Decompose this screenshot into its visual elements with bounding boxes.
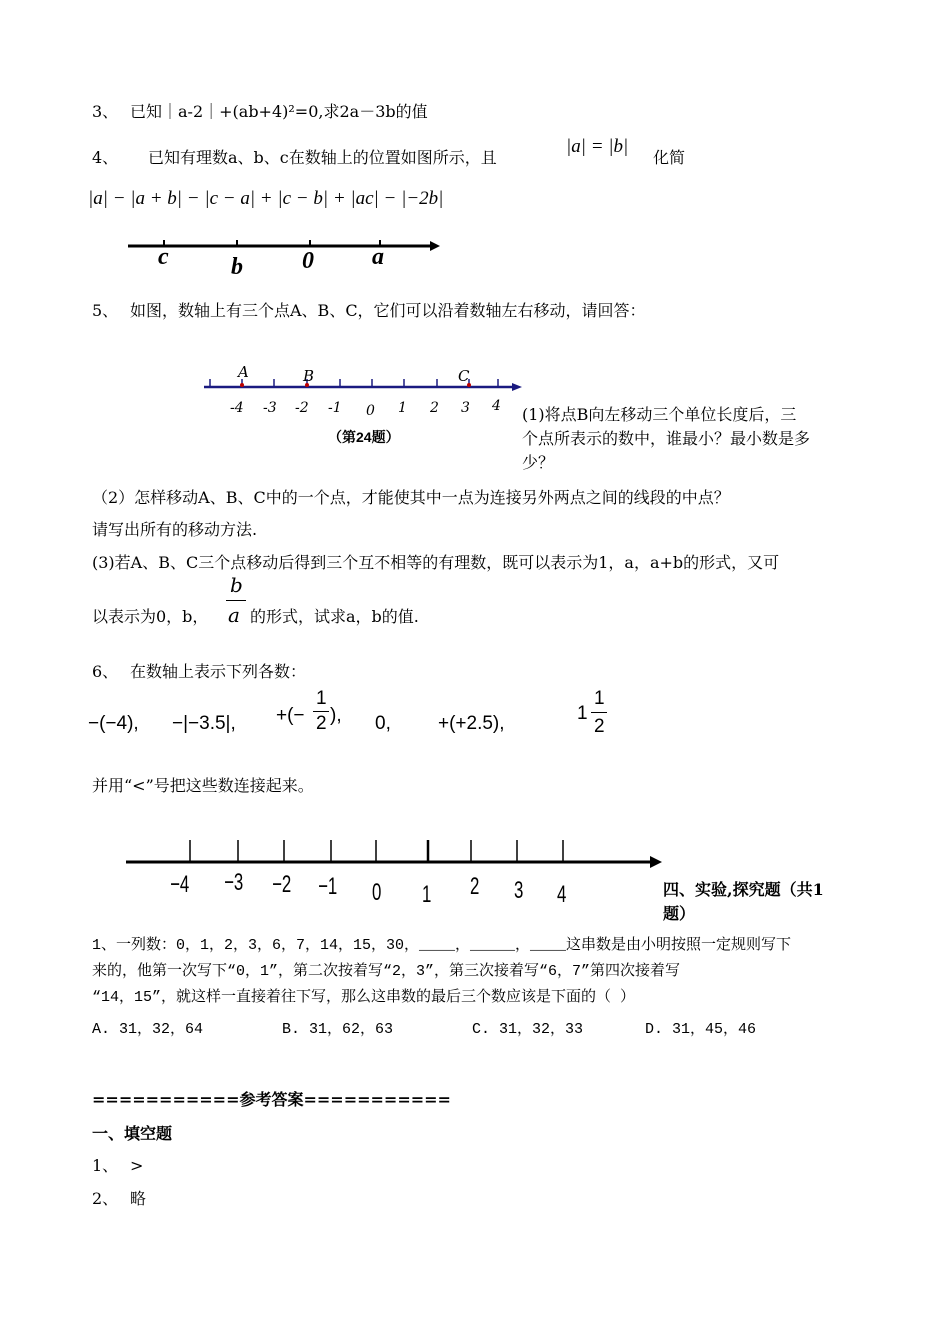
q6-axis-label-m1: −1	[318, 873, 338, 900]
answer1-number: 1、	[92, 1156, 119, 1175]
q6-axis-label-0: 0	[372, 879, 382, 906]
q6-axis-label-1: 1	[422, 881, 432, 908]
answer2-number: 2、	[92, 1189, 119, 1208]
q5-tick-3: 3	[461, 400, 470, 416]
q6-connect-instruction: 并用“<”号把这些数连接起来。	[92, 776, 314, 795]
q6-axis-label-m2: −2	[272, 871, 292, 898]
q6-item-plus-paren: +(−	[276, 705, 305, 726]
q6-number: 6、	[92, 662, 119, 681]
answer1-text: >	[130, 1156, 144, 1175]
section4-heading-line2: 题）	[663, 904, 696, 923]
q6-item-zero: 0,	[375, 713, 391, 734]
q4-label-b: b	[231, 254, 243, 280]
fraction-a-denominator: a	[228, 603, 240, 627]
answers-header: ===========参考答案===========	[92, 1090, 451, 1109]
q3-text: 已知｜a-2｜+(ab+4)²=0,求2a－3b的值	[130, 102, 428, 121]
q5-part3-line2a: 以表示为0，b，	[92, 607, 209, 626]
s4q1-option-a: A. 31，32，64	[92, 1021, 204, 1038]
s4q1-option-b: B. 31，62，63	[282, 1021, 394, 1038]
q6-item-close-paren: ),	[330, 705, 342, 726]
q5-number: 5、	[92, 301, 119, 320]
q6-axis-label-m4: −4	[170, 871, 190, 898]
q6-item-plus-2-5: +(+2.5),	[438, 713, 505, 734]
q6-text: 在数轴上表示下列各数：	[130, 662, 307, 681]
q6-item-neg-neg-4: −(−4),	[88, 713, 139, 734]
s4q1-option-d: D. 31，45，46	[645, 1021, 757, 1038]
s4q1-line1: 1、一列数：0，1，2，3，6，7，14，15，30，____，_____，____这串数是由小明按照一定规则写下	[92, 937, 792, 954]
fraction-b-numerator: b	[230, 573, 243, 597]
q5-tick-m4: -4	[230, 400, 244, 416]
q6-mixed-num: 1	[594, 688, 605, 709]
q4-text: 已知有理数a、b、c在数轴上的位置如图所示，且	[148, 148, 497, 167]
q4-label-c: c	[158, 244, 169, 270]
q6-axis-label-m3: −3	[224, 869, 244, 896]
q5-part1-line1: (1)将点B向左移动三个单位长度后，三	[522, 405, 797, 424]
q5-part1-line2: 个点所表示的数中，谁最小？最小数是多	[522, 429, 811, 448]
fraction-bar	[226, 600, 246, 601]
q5-tick-m2: -2	[295, 400, 309, 416]
q6-mixed-den: 2	[594, 716, 605, 737]
q6-frac1-den: 2	[316, 713, 327, 734]
q3-number: 3、	[92, 102, 119, 121]
q6-mixed-whole: 1	[577, 703, 588, 724]
q5-point-a: A	[238, 363, 249, 381]
q5-point-c: C	[458, 367, 470, 385]
q5-tick-2: 2	[430, 400, 439, 416]
q5-tick-m1: -1	[328, 400, 342, 416]
q6-frac1-num: 1	[316, 688, 327, 709]
q4-number: 4、	[92, 148, 119, 167]
q5-part2-line2: 请写出所有的移动方法.	[92, 520, 258, 539]
s4q1-line3: “14，15”，就这样一直接着往下写，那么这串数的最后三个数应该是下面的（ ）	[92, 989, 636, 1006]
q5-part3-line2b: 的形式，试求a，b的值.	[250, 607, 419, 626]
q6-axis-label-2: 2	[470, 873, 480, 900]
q5-part1-line3: 少？	[522, 453, 555, 472]
q6-axis-label-3: 3	[514, 877, 524, 904]
q5-figure-caption: （第24题）	[328, 429, 400, 445]
q4-number-line	[124, 228, 444, 280]
q5-tick-4: 4	[492, 398, 501, 414]
q4-label-a: a	[372, 244, 384, 270]
s4q1-line2: 来的，他第一次写下“0，1”，第二次按着写“2，3”，第三次接着写“6，7”第四次接着写	[92, 963, 681, 980]
q5-tick-m3: -3	[263, 400, 277, 416]
q4-expression: |a| − |a + b| − |c − a| + |c − b| + |ac| − |−2b|	[88, 188, 444, 209]
q6-item-neg-abs-3-5: −|−3.5|,	[172, 713, 236, 734]
q5-tick-1: 1	[398, 400, 407, 416]
q5-part3-line1: (3)若A、B、C三个点移动后得到三个互不相等的有理数，既可以表示为1，a，a+b的形式，又可	[92, 553, 780, 572]
q6-frac1-bar	[313, 711, 329, 712]
s4q1-option-c: C. 31，32，33	[472, 1021, 584, 1038]
q5-text: 如图，数轴上有三个点A、B、C，它们可以沿着数轴左右移动，请回答：	[130, 301, 646, 320]
q4-tail: 化简	[653, 148, 686, 167]
q4-condition: |a| = |b|	[566, 136, 629, 157]
q6-mixed-bar	[591, 712, 607, 713]
q5-part2-line1: （2）怎样移动A、B、C中的一个点，才能使其中一点为连接另外两点之间的线段的中点？	[92, 488, 730, 507]
section4-heading-line1: 四、实验,探究题（共1	[663, 880, 824, 899]
answer2-text: 略	[130, 1189, 147, 1208]
q5-point-b: B	[303, 367, 315, 385]
q4-label-0: 0	[302, 248, 314, 274]
q6-axis-label-4: 4	[557, 881, 567, 908]
q5-tick-0: 0	[366, 403, 375, 419]
q6-number-line	[122, 832, 672, 872]
answers-section1: 一、填空题	[92, 1124, 173, 1143]
